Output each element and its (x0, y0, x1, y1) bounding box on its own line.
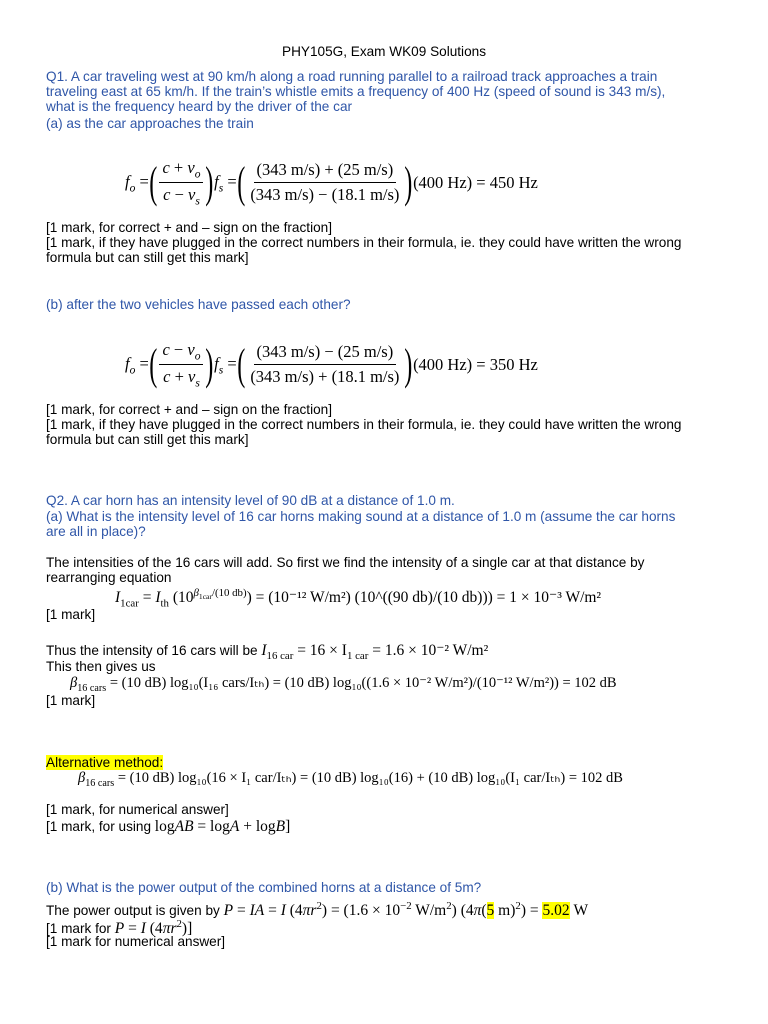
q1-question-line-3: what is the frequency heard by the driver of the car (46, 99, 353, 114)
equation-doppler-receding: $f_o$ = ( $\frac{c - v_o}{c + v_s}$ ) $f_s$ = ( $\frac{(343 m/s) - (25 m/s)}{(343 m/s) + (18.1 m/s)}$ ) (400 Hz) = 350 Hz (125, 339, 538, 390)
equation-doppler-approach: $f_o$ = ( $\frac{c + v_o}{c - v_s}$ ) $f_s$ = ( $\frac{(343 m/s) + (25 m/s)}{(343 m/s) - (18.1 m/s)}$ ) (400 Hz) = 450 Hz (125, 157, 538, 208)
eq-b-numerator: (343 m/s) − (25 m/s) (254, 342, 397, 365)
q1-mark-b-2: [1 mark, if they have plugged in the correct numbers in their formula, ie. they could have written the wrong (46, 417, 682, 432)
q2-part-b: (b) What is the power output of the combined horns at a distance of 5m? (46, 880, 482, 895)
page-title: PHY105G, Exam WK09 Solutions (282, 44, 486, 59)
q2-mark-2: [1 mark] (46, 693, 96, 708)
q2-text-2: rearranging equation (46, 570, 172, 585)
q2-text-1: The intensities of the 16 cars will add. So first we find the intensity of a single car at that distance by (46, 555, 645, 570)
equation-single-car-intensity: $I_{1car} = I_{th}$ $(10^{\beta_{1car}/(10 db)}) = (10^{-12}$ W/m²) (10^((90 db)/(10 db))) = 1 × 10⁻³ W/m² (115, 587, 602, 610)
q2-mark-6: [1 mark for numerical answer] (46, 934, 226, 949)
q2-mark-1: [1 mark] (46, 607, 96, 622)
equation-sixteen-car-level: $\beta_{16 cars} = (10$ dB) log₁₀(I₁₆ cars/Iₜₕ) = (10 dB) log₁₀((1.6 × 10⁻² W/m²)/(10⁻¹² W/m²)) = 102 dB (70, 675, 617, 694)
q2-part-a-line-1: (a) What is the intensity level of 16 car horns making sound at a distance of 1.0 m (assume the car horns (46, 509, 676, 524)
q1-mark-a-1: [1 mark, for correct + and – sign on the fraction] (46, 220, 332, 235)
alternative-method-label: Alternative method: (46, 755, 164, 770)
q1-part-b: (b) after the two vehicles have passed each other? (46, 297, 351, 312)
q2-mark-5: [1 mark for P = I $(4\pi r^2)$] (46, 918, 193, 938)
q2-mark-4: [1 mark, for using logAB = logA + logB] (46, 818, 291, 835)
q2-mark-3: [1 mark, for numerical answer] (46, 802, 229, 817)
q1-mark-b-3: formula but can still get this mark] (46, 432, 249, 447)
eq-a-numerator: (343 m/s) + (25 m/s) (254, 160, 397, 183)
eq-b-denominator: (343 m/s) + (18.1 m/s) (250, 367, 400, 387)
eq-a-denominator: (343 m/s) − (18.1 m/s) (250, 185, 400, 205)
q2-text-5: The power output is given by P = IA = I $(4\pi r^2) = (1.6 \times 10^{-2}$ $W/m^2$) (4π(5 m)$^2$) = 5.02 W (46, 900, 589, 920)
q1-question-line-2: traveling east at 65 km/h. If the train’s whistle emits a frequency of 400 Hz (speed of sound is 343 m/s), (46, 84, 666, 99)
q1-part-a: (a) as the car approaches the train (46, 116, 254, 131)
q1-mark-b-1: [1 mark, for correct + and – sign on the fraction] (46, 402, 332, 417)
eq-b-result: (400 Hz) = 350 Hz (413, 354, 538, 374)
q1-mark-a-2: [1 mark, if they have plugged in the correct numbers in their formula, ie. they could have written the wrong (46, 235, 682, 250)
q1-mark-a-3: formula but can still get this mark] (46, 250, 249, 265)
equation-alternative-method: $\beta_{16 cars} = (10$ dB) log₁₀(16 × I₁ car/Iₜₕ) = (10 dB) log₁₀(16) + (10 dB) log₁₀(I₁ car/Iₜₕ) = 102 dB (78, 770, 623, 789)
q1-question-line-1: Q1. A car traveling west at 90 km/h along a road running parallel to a railroad track approaches a train (46, 69, 658, 84)
q2-question: Q2. A car horn has an intensity level of 90 dB at a distance of 1.0 m. (46, 493, 455, 508)
q2-text-4: This then gives us (46, 659, 156, 674)
q2-text-3: Thus the intensity of 16 cars will be $I_{16 car} = 16 \times I_{1 car} = 1.6 \times 10^{-2}$ W/m² (46, 642, 489, 663)
eq-a-result: (400 Hz) = 450 Hz (413, 172, 538, 192)
q2-part-a-line-2: are all in place)? (46, 524, 146, 539)
